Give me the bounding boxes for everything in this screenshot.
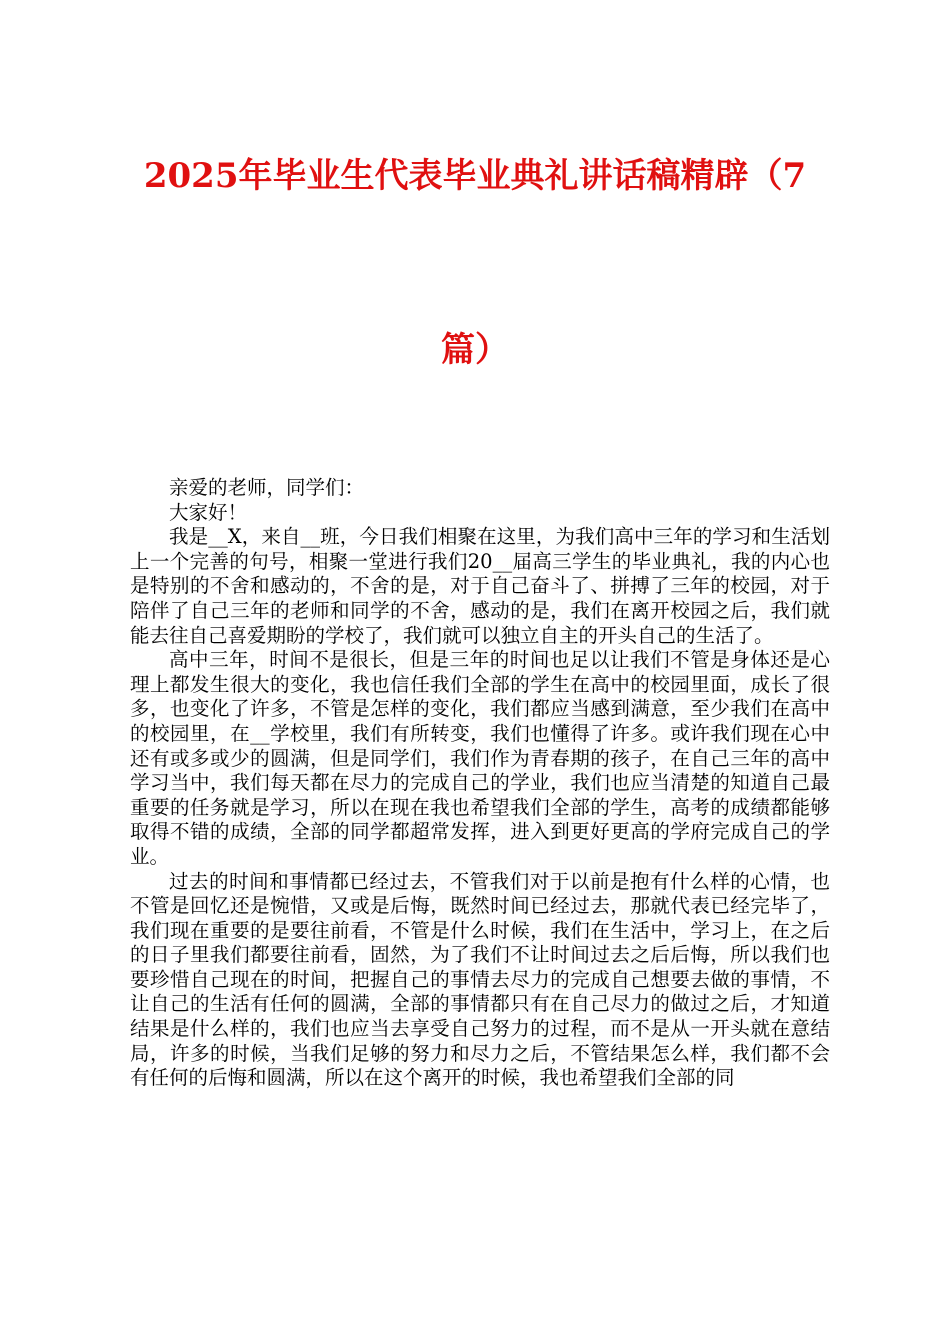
- greeting: 大家好！: [169, 500, 248, 524]
- document-body: [130, 476, 830, 1091]
- salutation: 亲爱的老师，同学们：: [169, 476, 365, 499]
- body-paragraph: 我是__X，来自__班，今日我们相聚在这里，为我们高中三年的学习和生活划上一个完善的句号，相聚一堂进行我们20__届高三学生的毕业典礼，我的内心也是特别的不舍和感动的，不舍的是，对于自己奋斗了、拼搏了三年的校园，对于陪伴了自己三年的老师和同学的不舍，感动的是，我们在离开校园之后，我们就能去往自己喜爱期盼的学校了，我们就可以独立自主的开头自己的生活了。: [130, 525, 830, 647]
- body-paragraph: 过去的时间和事情都已经过去，不管我们对于以前是抱有什么样的心情，也不管是回忆还是惋惜，又或是后悔，既然时间已经过去，那就代表已经完毕了，我们现在重要的是要往前看，不管是什么时候，我们在生活中，学习上，在之后的日子里我们都要往前看，固然，为了我们不让时间过去之后后悔，所以我们也要珍惜自己现在的时间，把握自己的事情去尽力的完成自己想要去做的事情，不让自己的生活有任何的圆满，全部的事情都只有在自己尽力的做过之后，才知道结果是什么样的，我们也应当去享受自己努力的过程，而不是从一开头就在意结局，许多的时候，当我们足够的努力和尽力之后，不管结果怎么样，我们都不会有任何的后悔和圆满，所以在这个离开的时候，我也希望我们全部的同: [130, 869, 830, 1090]
- document-title-line-1: 2025年毕业生代表毕业典礼讲话稿精辟（7: [143, 156, 807, 196]
- document-title-line-2: 篇）: [441, 330, 509, 370]
- body-paragraph: 高中三年，时间不是很长，但是三年的时间也足以让我们不管是身体还是心理上都发生很大的变化，我也信任我们全部的学生在高中的校园里面，成长了很多，也变化了许多，不管是怎样的变化，我们都应当感到满意，至少我们在高中的校园里，在__学校里，我们有所转变，我们也懂得了许多。或许我们现在心中还有或多或少的圆满，但是同学们，我们作为青春期的孩子，在自己三年的高中学习当中，我们每天都在尽力的完成自己的学业，我们也应当清楚的知道自己最重要的任务就是学习，所以在现在我也希望我们全部的学生，高考的成绩都能够取得不错的成绩，全部的同学都超常发挥，进入到更好更高的学府完成自己的学业。: [130, 648, 830, 868]
